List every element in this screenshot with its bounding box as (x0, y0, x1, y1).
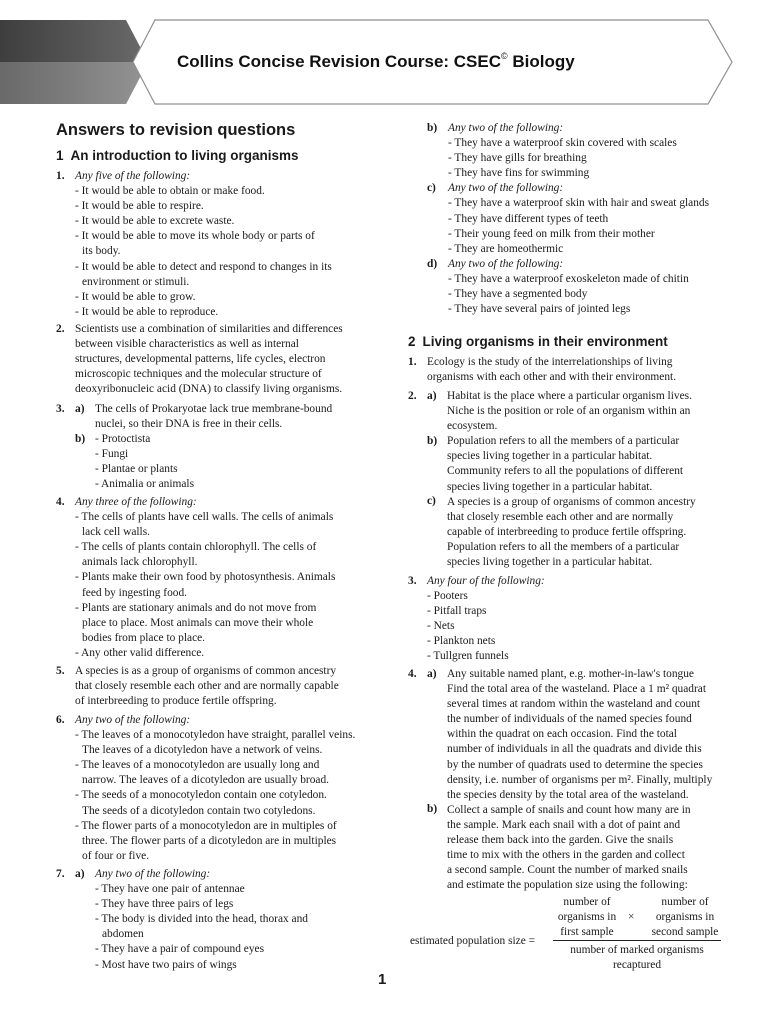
s1-question-2: 2. Scientists use a combination of similarities and differences between visible characteristics as well as internal structures, developmental patterns, life cycles, electron microscopic techniques and the molecular structure of deoxyribonucleic acid (DNA) to classify living organisms. (56, 323, 343, 396)
formula-times-sign: × (628, 911, 635, 923)
page-heading: Answers to revision questions (56, 121, 296, 139)
formula-numerator-right: number of organisms in second sample (651, 896, 719, 939)
section-2-heading: 2 Living organisms in their environment (408, 334, 668, 349)
formula-denominator: number of marked organisms recaptured (570, 944, 704, 972)
formula-fraction-bar (553, 940, 721, 941)
s2-question-3: 3. Any four of the following: - Pooters - Pitfall traps - Nets - Plankton nets - Tullgren funnels (408, 575, 545, 663)
banner-arrow-light (0, 62, 148, 104)
s2-question-2: 2. a) Habitat is the place where a particular organism lives. Niche is the position or role of an organism within an ecosystem. b) Population refers to all the members of a particular species living together in a particular habitat. Community refers to all the populations of different species living together in a particular habitat. c) A species is a group of organisms of common ancestry that closely resemble each other and are normally capable of interbreeding to produce fertile offspring. Population refers to all the members of a particular species living together in a particular habitat. (408, 390, 696, 569)
s1-question-3: 3. a) The cells of Prokaryotae lack true membrane-bound nuclei, so their DNA is free in their cells. b) - Protoctista - Fungi - Plantae or plants - Animalia or animals (56, 403, 333, 491)
s1-question-1: 1. Any five of the following: - It would be able to obtain or make food. - It would be able to respire. - It would be able to excrete waste. - It would be able to move its whole body or parts of its body. - It would be able to detect and respond to changes in its environment or stimuli. - It would be able to grow. - It would be able to reproduce. (56, 170, 332, 318)
s1-question-7bcd: b) Any two of the following: - They have a waterproof skin covered with scales - They have gills for breathing - They have fins for swimming c) Any two of the following: - They have a waterproof skin with hair and sweat glands - They have different types of teeth - Their young feed on milk from their mother - They are homeothermic d) Any two of the following: - They have a waterproof exoskeleton made of chitin - They have a segmented body - They have several pairs of jointed legs (427, 122, 710, 316)
s1-question-5: 5. A species is as a group of organisms of common ancestry that closely resemble each other and are normally capable of interbreeding to produce fertile offspring. (56, 665, 339, 708)
s1-question-7a: 7. a) Any two of the following: - They have one pair of antennae - They have three pairs of legs - The body is divided into the head, thorax and abdomen - They have a pair of compound eyes - Most have two pairs of wings (56, 868, 309, 971)
formula-lhs: estimated population size = (410, 935, 536, 947)
formula-numerator-left: number of organisms in first sample (557, 896, 617, 939)
page-number: 1 (378, 971, 387, 988)
s2-question-4: 4. a) Any suitable named plant, e.g. mother-in-law's tongue Find the total area of the wasteland. Place a 1 m² quadrat several times at random within the wasteland and count the number of individuals of the named species found within the quadrat on each occasion. Find the total number of individuals in all the quadrats and divide this by the number of quadrats used to determine the species density, i.e. number of organisms per m². Finally, multiply the species density by the total area of the wasteland. b) Collect a sample of snails and count how many are in the sample. Mark each snail with a dot of paint and release them back into the garden. Give the snails time to mix with the others in the garden and collect a second sample. Count the number of marked snails and estimate the population size using the following: (408, 668, 713, 892)
s2-question-1: 1. Ecology is the study of the interrelationships of living organisms with each other and with their environment. (408, 356, 677, 384)
s1-question-6: 6. Any two of the following: - The leaves of a monocotyledon have straight, parallel veins. The leaves of a dicotyledon have a network of veins. - The leaves of a monocotyledon are usually long and narrow. The leaves of a dicotyledon are usually broad. - The seeds of a monocotyledon contain one cotyledon. The seeds of a dicotyledon contain two cotyledons. - The flower parts of a monocotyledon are in multiples of three. The flower parts of a dicotyledon are in multiples of four or five. (56, 714, 356, 862)
s1-question-4: 4. Any three of the following: - The cells of plants have cell walls. The cells of animals lack cell walls. - The cells of plants contain chlorophyll. The cells of animals lack chlorophyll. - Plants make their own food by photosynthesis. Animals feed by ingesting food. - Plants are stationary animals and do not move from place to place. Most animals can move their whole bodies from place to place. - Any other valid difference. (56, 496, 336, 659)
section-1-heading: 1 An introduction to living organisms (56, 148, 299, 163)
page-header-title: Collins Concise Revision Course: CSEC© Biology (177, 51, 575, 71)
